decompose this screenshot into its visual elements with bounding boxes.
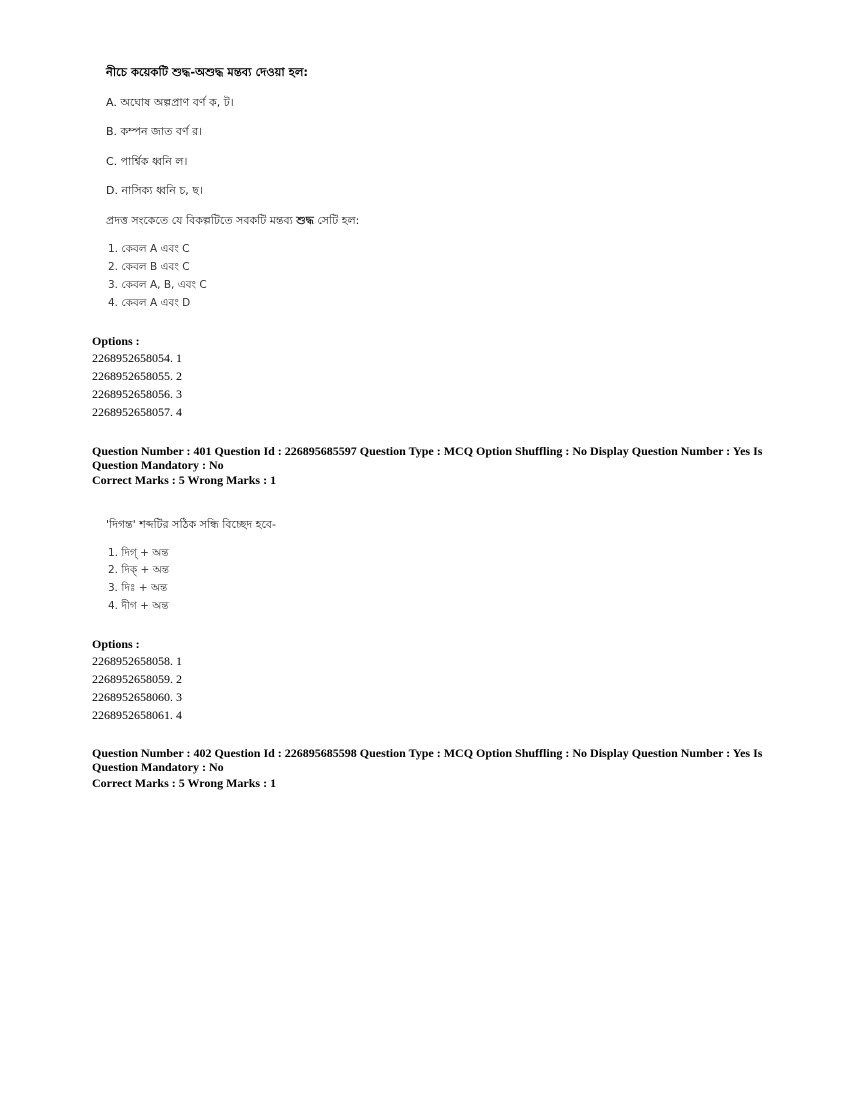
choice-3: 3. কেবল A, B, এবং C bbox=[108, 279, 207, 291]
option-id: 2268952658057. 4 bbox=[92, 405, 182, 419]
option-id: 2268952658054. 1 bbox=[92, 351, 182, 365]
prompt-text-start: প্রদত্ত সংকেতে যে বিকল্পটিতে সবকটি মন্তব্য bbox=[106, 214, 297, 227]
options-label: Options : bbox=[92, 637, 140, 651]
option-id: 2268952658060. 3 bbox=[92, 690, 182, 704]
options-label: Options : bbox=[92, 334, 140, 348]
statement-b: B. কম্পন জাত বর্ণ র। bbox=[106, 125, 203, 138]
question-meta: Question Number : 402 Question Id : 226895685598 Question Type : MCQ Option Shuffling : No Display Question Number : Yes Is Question Mandatory : No bbox=[92, 746, 763, 774]
prompt-emphasis: শুদ্ধ bbox=[296, 214, 314, 227]
choice-1: 1. দিগ্ + অন্ত bbox=[108, 547, 169, 559]
question-intro: নীচে কয়েকটি শুদ্ধ-অশুদ্ধ মন্তব্য দেওয়া হল: bbox=[106, 65, 308, 79]
question-meta: Question Number : 401 Question Id : 226895685597 Question Type : MCQ Option Shuffling : No Display Question Number : Yes Is Question Mandatory : No bbox=[92, 444, 763, 472]
choice-2: 2. দিক্ + অন্ত bbox=[108, 564, 170, 576]
choice-4: 4. কেবল A এবং D bbox=[108, 297, 191, 309]
question-prompt: 'দিগন্ত' শব্দটির সঠিক সন্ধি বিচ্ছেদ হবে- bbox=[106, 518, 276, 531]
statement-a: A. অঘোষ অল্পপ্রাণ বর্ণ ক, ট। bbox=[106, 96, 234, 109]
option-id: 2268952658056. 3 bbox=[92, 387, 182, 401]
option-id: 2268952658061. 4 bbox=[92, 708, 182, 722]
option-id: 2268952658055. 2 bbox=[92, 369, 182, 383]
option-id: 2268952658059. 2 bbox=[92, 672, 182, 686]
choice-2: 2. কেবল B এবং C bbox=[108, 261, 190, 273]
choice-1: 1. কেবল A এবং C bbox=[108, 243, 190, 255]
choice-3: 3. দিঃ + অন্ত bbox=[108, 582, 168, 594]
choice-4: 4. দীগ + অন্ত bbox=[108, 600, 169, 612]
marks-line: Correct Marks : 5 Wrong Marks : 1 bbox=[92, 473, 277, 487]
marks-line: Correct Marks : 5 Wrong Marks : 1 bbox=[92, 776, 277, 790]
statement-d: D. নাসিক্য ধ্বনি চ, ছ। bbox=[106, 184, 203, 197]
prompt-text-end: সেটি হল: bbox=[313, 214, 360, 227]
option-id: 2268952658058. 1 bbox=[92, 654, 182, 668]
statement-c: C. পার্শ্বিক ধ্বনি ল। bbox=[106, 155, 188, 168]
question-prompt bbox=[106, 212, 359, 231]
